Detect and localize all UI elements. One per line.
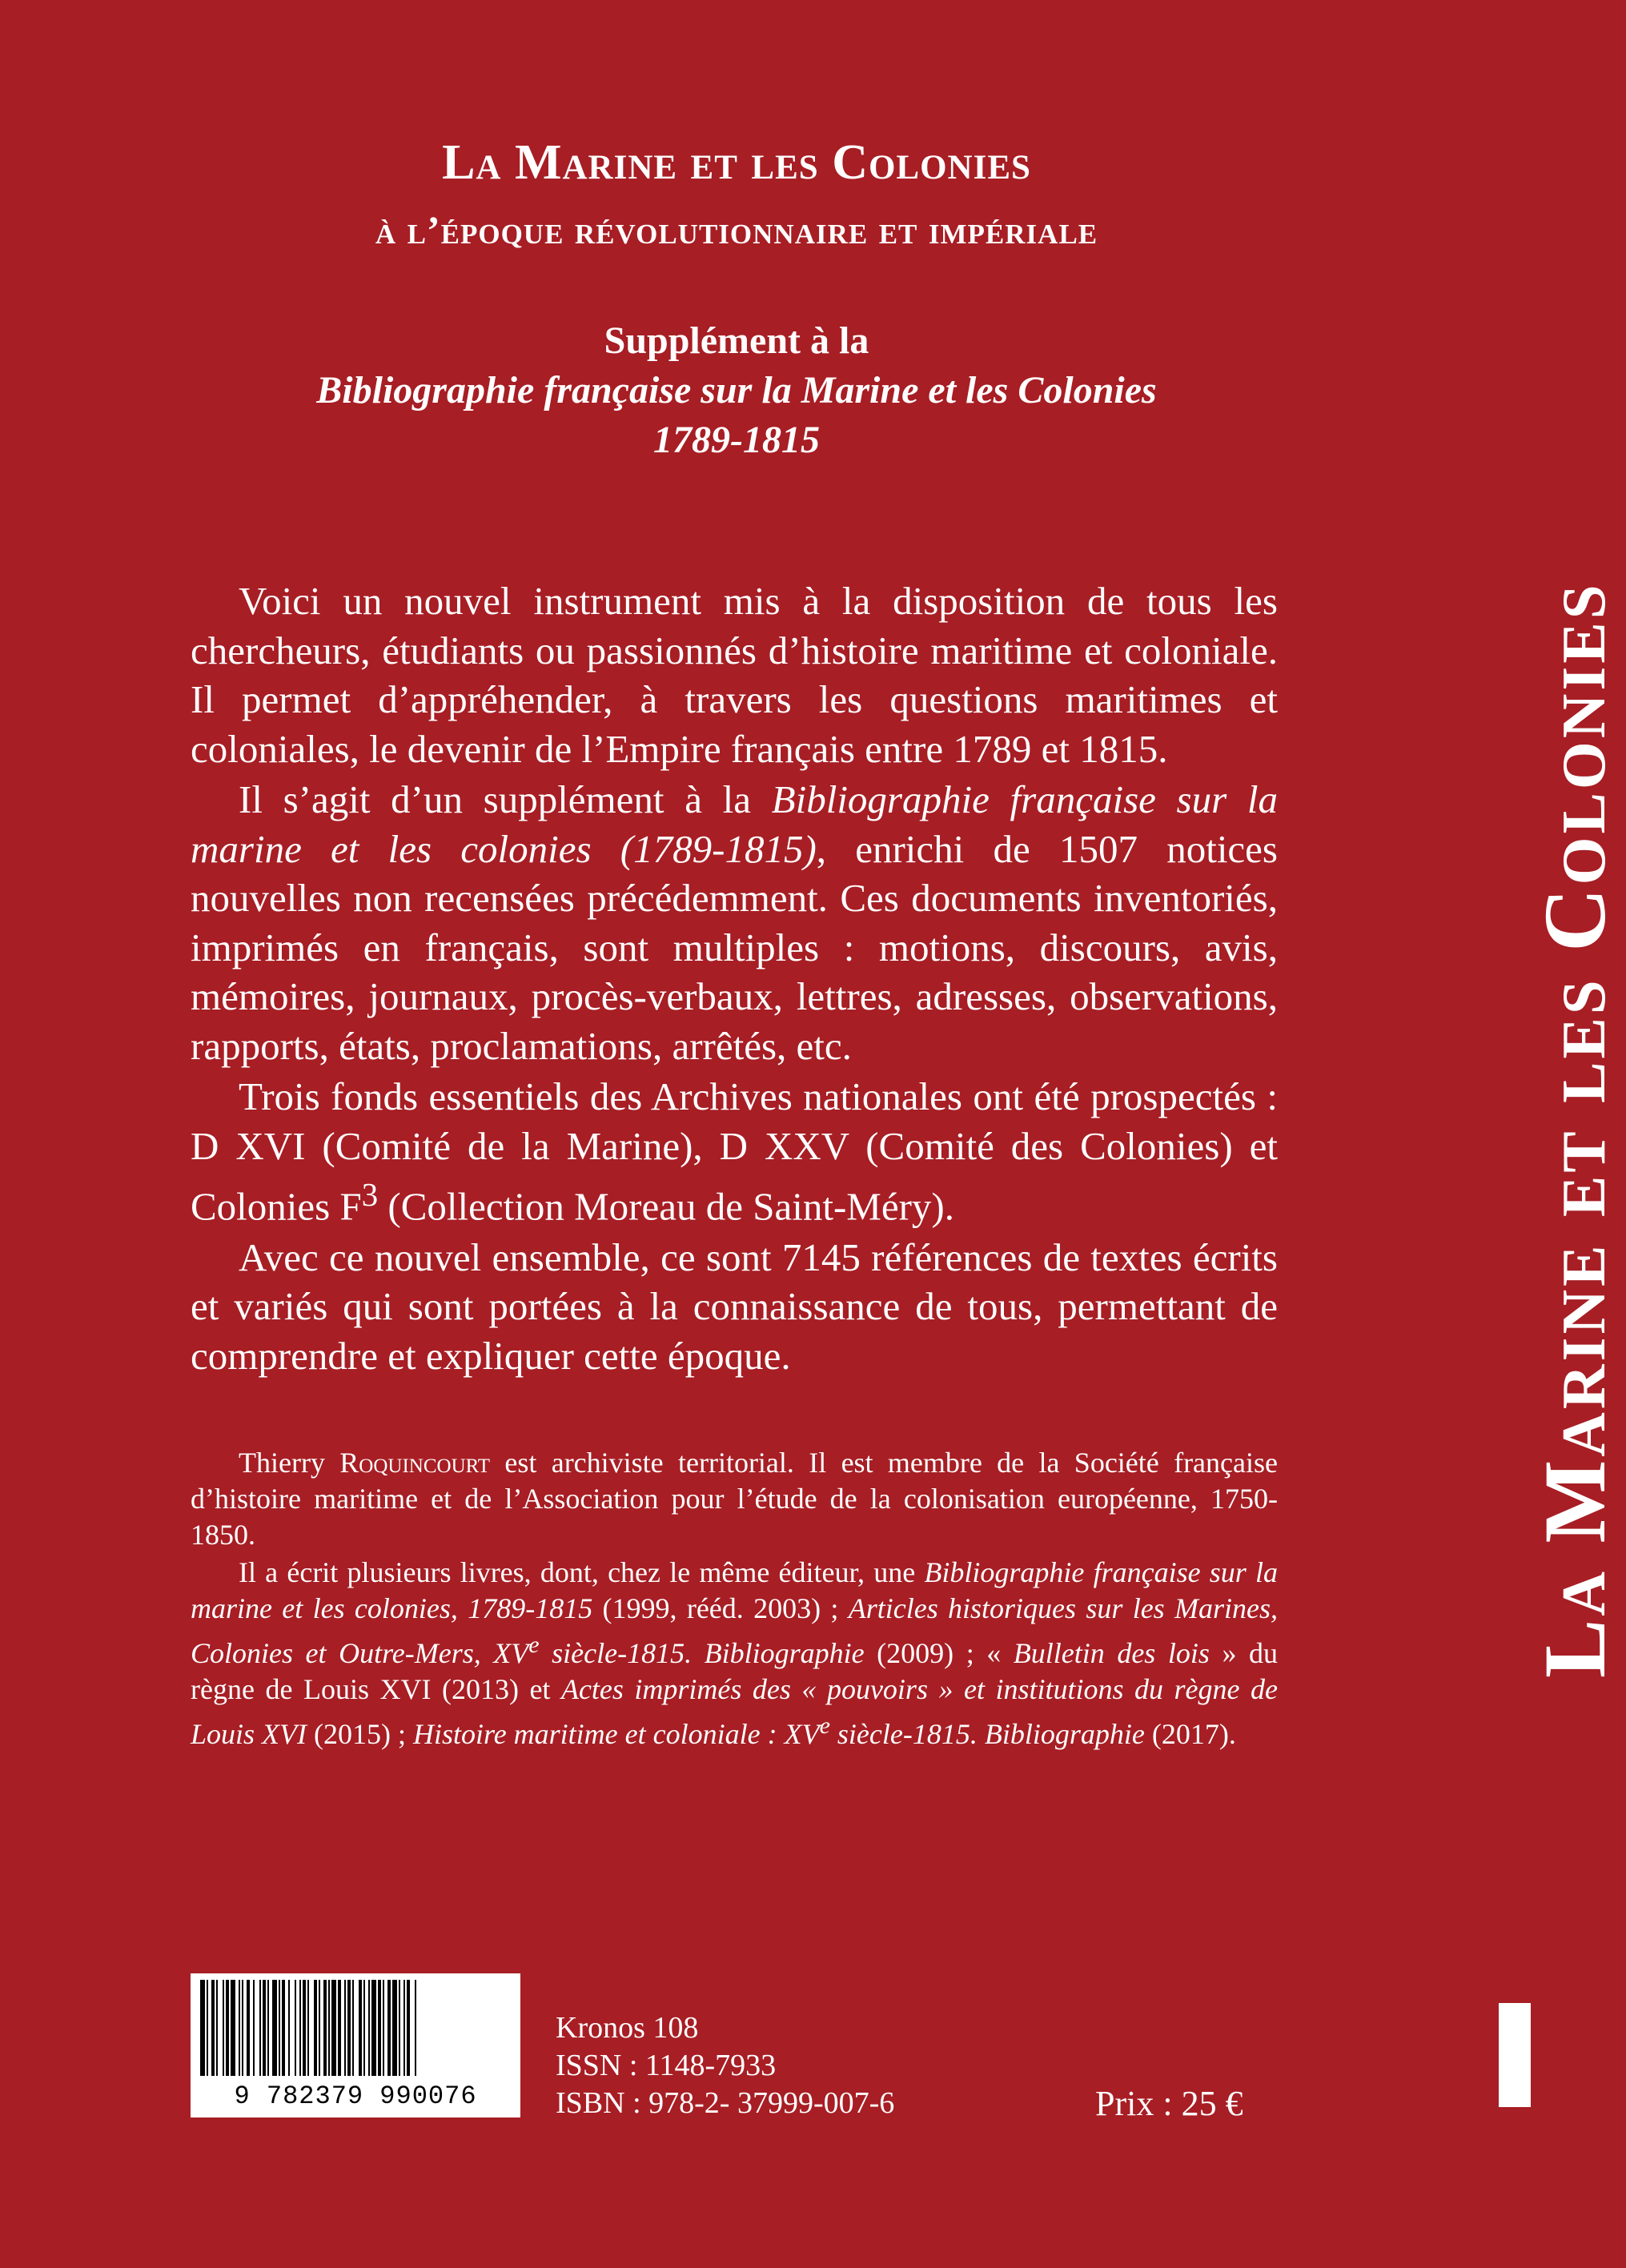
- barcode-bar: [223, 1980, 224, 2076]
- supplement-line-3: 1789-1815: [653, 419, 820, 461]
- barcode-bar: [253, 1980, 255, 2076]
- barcode-bar: [403, 1980, 405, 2076]
- barcode-bar: [272, 1980, 277, 2076]
- author-paragraph-2: [191, 1555, 1278, 1752]
- works-11: (2015) ;: [307, 1718, 413, 1750]
- works-12: [413, 1712, 1145, 1750]
- works-10: Actes imprimés des « pouvoirs » et institutions du règne de Louis XVI: [191, 1673, 1278, 1750]
- spine-title: La Marine et les Colonies: [1526, 581, 1624, 1678]
- price: Prix : 25 €: [1095, 2084, 1243, 2123]
- p3-text-a: Trois fonds essentiels des Archives nationales ont été prospectés : D XVI (Comité de la Marine), D XXV (Comité des Colonies) et Colonies F: [191, 1074, 1278, 1229]
- barcode-bar: [200, 1980, 205, 2076]
- barcode-bar: [295, 1980, 296, 2076]
- author-first-name: Thierry: [239, 1447, 340, 1479]
- works-12-text: Histoire maritime et coloniale : XV: [413, 1718, 820, 1750]
- works-9: (2013) et: [431, 1673, 561, 1705]
- barcode-bar: [407, 1980, 410, 2076]
- barcode-bar: [383, 1980, 384, 2076]
- title-line-2: à l’époque révolutionnaire et impériale: [375, 207, 1098, 252]
- p3-text-b: (Collection Moreau de Saint-Méry).: [378, 1184, 954, 1229]
- barcode-bar: [323, 1980, 327, 2076]
- barcode-bar: [352, 1980, 354, 2076]
- works-8: » du règne de Louis XVI: [191, 1637, 1278, 1705]
- isbn-barcode: [191, 1973, 520, 2117]
- p2-text-a: Il s’agit d’un supplément à la: [239, 777, 772, 821]
- barcode-bar: [207, 1980, 208, 2076]
- barcode-bar: [371, 1980, 376, 2076]
- isbn: ISBN : 978-2- 37999-007-6: [556, 2086, 895, 2120]
- barcode-bar: [216, 1980, 218, 2076]
- barcode-bar: [392, 1980, 397, 2076]
- publisher-logo-icon: [1499, 2003, 1531, 2107]
- series-number: Kronos 108: [556, 2011, 699, 2045]
- works-4-sup: e: [528, 1632, 540, 1658]
- barcode-bar: [415, 1980, 416, 2076]
- works-13: siècle-1815. Bibliographie: [829, 1718, 1145, 1750]
- barcode-bar: [387, 1980, 391, 2076]
- p2-title: Bibliographie française sur la marine et les colonies (1789-1815): [191, 777, 1278, 871]
- works-3: (1999, rééd. 2003) ;: [592, 1592, 849, 1624]
- works-14: (2017).: [1144, 1718, 1236, 1750]
- barcode-bar: [344, 1980, 346, 2076]
- title-line-1: La Marine et les Colonies: [442, 135, 1031, 190]
- barcode-bar: [282, 1980, 285, 2076]
- barcode-bar: [331, 1980, 336, 2076]
- barcode-bar: [239, 1980, 240, 2076]
- author-paragraph-1: [191, 1445, 1278, 1553]
- works-1: Il a écrit plusieurs livres, dont, chez le même éditeur, une: [239, 1556, 925, 1588]
- supplement-line-2: Bibliographie française sur la Marine et les Colonies: [316, 369, 1157, 411]
- barcode-bar: [319, 1980, 320, 2076]
- barcode-bar: [359, 1980, 362, 2076]
- author-last-name: Roquincourt: [339, 1447, 491, 1479]
- barcode-bar: [303, 1980, 306, 2076]
- barcode-bar: [259, 1980, 261, 2076]
- blurb-paragraph-1: Voici un nouvel instrument mis à la disposition de tous les chercheurs, étudiants ou passionnés d’histoire maritime et coloniale. Il permet d’appréhender, à travers les questions maritimes et coloniales, le devenir de l’Empire français entre 1789 et 1815.: [191, 579, 1278, 771]
- barcode-bar: [314, 1980, 317, 2076]
- barcode-bar: [307, 1980, 309, 2076]
- barcode-bar: [378, 1980, 381, 2076]
- works-4-text: Articles historiques sur les Marines, Colonies et Outre-Mers, XV: [191, 1592, 1278, 1669]
- barcode-bar: [242, 1980, 243, 2076]
- barcode-bar: [231, 1980, 235, 2076]
- works-2: Bibliographie française sur la marine et les colonies, 1789-1815: [191, 1556, 1278, 1624]
- works-12-sup: e: [819, 1712, 830, 1739]
- p3-superscript: 3: [361, 1177, 379, 1213]
- works-5: siècle-1815. Bibliographie: [539, 1637, 865, 1669]
- barcode-bar: [288, 1980, 290, 2076]
- barcode-bar: [267, 1980, 269, 2076]
- blurb-paragraph-2: [191, 775, 1278, 1070]
- barcode-bar: [363, 1980, 365, 2076]
- publication-info: [556, 2009, 894, 2122]
- barcode-bar: [399, 1980, 400, 2076]
- blurb: [191, 576, 1278, 1382]
- p2-text-c: , enrichi de 1507 notices nouvelles non recensées précédemment. Ces documents inventoriés, imprimés en français, sont multiples : motions, discours, avis, mémoires, journaux, procès-verbaux, lettres, adresses, observations, rapports, états, proclamations, arrêtés, etc.: [191, 826, 1278, 1068]
- barcode-bar: [347, 1980, 351, 2076]
- author-bio: [191, 1445, 1278, 1754]
- blurb-paragraph-4: Avec ce nouvel ensemble, ce sont 7145 références de textes écrits et variés qui sont portées à la connaissance de tous, permettant de comprendre et expliquer cette époque.: [191, 1234, 1278, 1378]
- barcode-bar: [279, 1980, 280, 2076]
- blurb-paragraph-3: [191, 1072, 1278, 1231]
- barcode-bars-icon: [197, 1980, 514, 2076]
- author-bio-text: est archiviste territorial. Il est membre de la Société française d’histoire maritime et de l’Association pour l’étude de la colonisation européenne, 1750-1850.: [191, 1447, 1278, 1551]
- barcode-bar: [299, 1980, 301, 2076]
- barcode-bar: [247, 1980, 250, 2076]
- barcode-bar: [211, 1980, 215, 2076]
- spine: [1463, 0, 1624, 2268]
- barcode-bar: [328, 1980, 330, 2076]
- barcode-bar: [368, 1980, 370, 2076]
- works-7: Bulletin des lois: [1013, 1637, 1210, 1669]
- issn: ISSN : 1148-7933: [556, 2049, 777, 2082]
- barcode-bar: [226, 1980, 229, 2076]
- barcode-bar: [338, 1980, 341, 2076]
- barcode-digits: 9 782379 990076: [234, 2081, 477, 2111]
- supplement-line-1: Supplément à la: [604, 319, 869, 362]
- barcode-bar: [263, 1980, 266, 2076]
- works-6: (2009) ; «: [864, 1637, 1014, 1669]
